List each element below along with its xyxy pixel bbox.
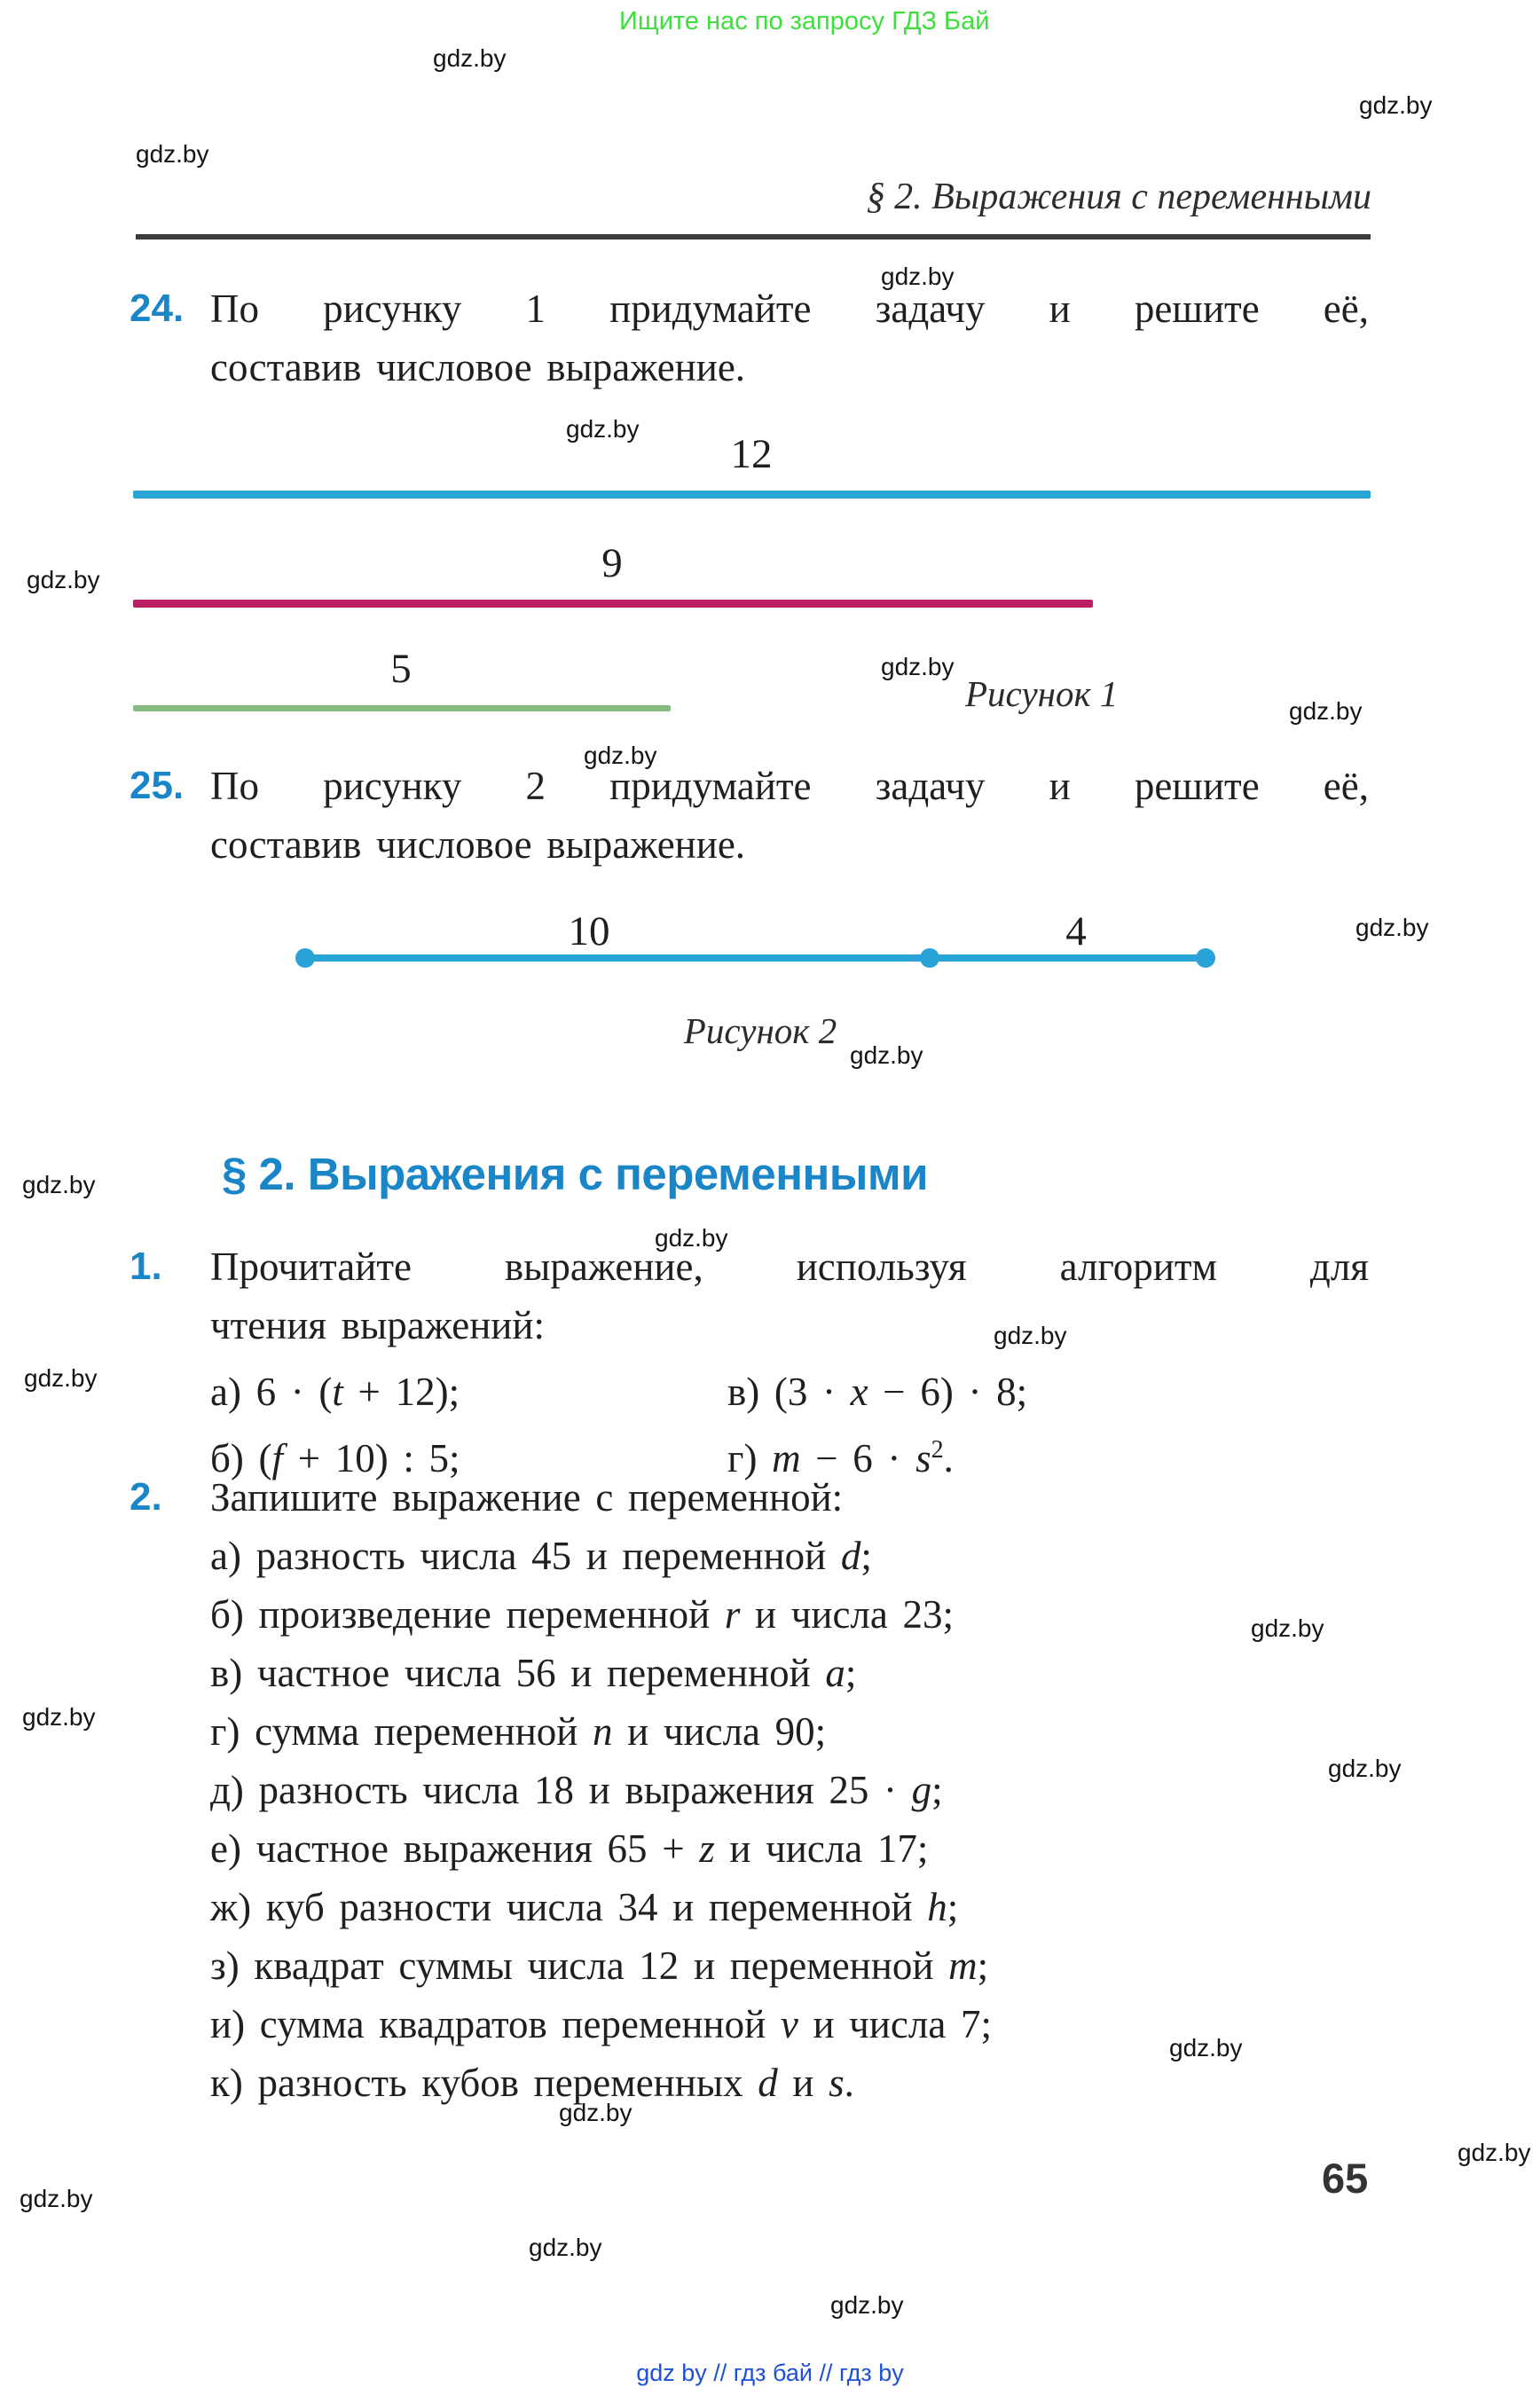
header-rule <box>136 234 1371 240</box>
task-2-item-zh: ж) куб разности числа 34 и переменной h; <box>210 1885 959 1929</box>
task-1-item-v: в) (3 · x − 6) · 8; <box>727 1370 1028 1414</box>
gdz-watermark: gdz.by <box>566 415 640 443</box>
task-2-item-k: к) разность кубов переменных d и s. <box>210 2061 854 2105</box>
task-2-number: 2. <box>130 1475 162 1519</box>
task-2-item-d: д) разность числа 18 и выражения 25 · g; <box>210 1768 943 1812</box>
task-24-line-2: составив числовое выражение. <box>210 345 746 389</box>
task-1-line-2: чтения выражений: <box>210 1303 545 1347</box>
task-1-item-g: г) $m - 6 \cdot s^2$. <box>727 1436 954 1480</box>
gdz-watermark: gdz.by <box>1251 1614 1324 1642</box>
task-2-item-g: г) сумма переменной n и числа 90; <box>210 1709 827 1754</box>
task-1-items-row-1 <box>210 1355 1369 1421</box>
figure2-middle-point <box>920 948 939 968</box>
gdz-watermark: gdz.by <box>1359 91 1433 119</box>
gdz-watermark: gdz.by <box>994 1322 1067 1349</box>
gdz-watermark: gdz.by <box>20 2185 93 2212</box>
task-25-line-2: составив числовое выражение. <box>210 822 746 867</box>
figure1-caption: Рисунок 1 <box>965 673 1119 714</box>
gdz-watermark: gdz.by <box>24 1364 98 1392</box>
gdz-watermark: gdz.by <box>655 1224 728 1252</box>
gdz-watermark: gdz.by <box>1289 697 1363 725</box>
task-2-item-a: а) разность числа 45 и переменной d; <box>210 1534 872 1578</box>
gdz-watermark: gdz.by <box>22 1703 96 1731</box>
gdz-watermark: gdz.by <box>559 2099 632 2126</box>
figure1-segment-9-line <box>133 600 1093 608</box>
gdz-watermark: gdz.by <box>1328 1755 1402 1782</box>
gdz-watermark: gdz.by <box>584 742 657 769</box>
task-1-item-b: б) (f + 10) : 5; <box>210 1436 460 1480</box>
gdz-watermark: gdz.by <box>27 566 100 593</box>
figure2-left-point <box>295 948 315 968</box>
running-header: § 2. Выражения с переменными <box>866 177 1371 217</box>
figure2-right-point <box>1196 948 1215 968</box>
gdz-watermark: gdz.by <box>881 653 955 680</box>
section-heading: § 2. Выражения с переменными <box>222 1149 928 1199</box>
task-2-item-v: в) частное числа 56 и переменной a; <box>210 1651 857 1695</box>
task-2-item-i: и) сумма квадратов переменной v и числа 7; <box>210 2002 992 2046</box>
task-24-line-1: По рисунку 1 придумайте задачу и решите её, <box>210 287 1369 331</box>
gdz-watermark: gdz.by <box>1458 2139 1531 2166</box>
task-2-item-e: е) частное выражения 65 + z и числа 17; <box>210 1826 929 1871</box>
gdz-watermark: gdz.by <box>850 1041 923 1069</box>
task-1-item-a: а) 6 · (t + 12); <box>210 1370 460 1414</box>
figure2-caption: Рисунок 2 <box>683 1010 837 1051</box>
gdz-watermark: gdz.by <box>881 263 955 290</box>
figure1-segment-9-label: 9 <box>601 540 623 586</box>
gdz-watermark: gdz.by <box>529 2234 602 2261</box>
task-24-text <box>210 279 1369 397</box>
task-1-text <box>210 1237 1369 1488</box>
gdz-watermark: gdz.by <box>830 2291 904 2319</box>
figure1-segment-5-label: 5 <box>390 646 412 692</box>
gdz-watermark: gdz.by <box>22 1171 96 1198</box>
footer-links: gdz by // гдз бай // гдз by <box>636 2360 904 2386</box>
task-2-item-b: б) произведение переменной r и числа 23; <box>210 1592 955 1637</box>
task-25-text <box>210 757 1369 874</box>
page-number: 65 <box>1322 2155 1369 2202</box>
promo-banner: Ищите нас по запросу ГДЗ Бай <box>619 7 990 35</box>
task-1-number: 1. <box>130 1245 162 1288</box>
task-25-number: 25. <box>130 764 185 807</box>
figure1-segment-5-line <box>133 705 671 711</box>
figure1-segment-12-label: 12 <box>730 431 773 477</box>
task-25-line-1: По рисунку 2 придумайте задачу и решите её, <box>210 764 1369 808</box>
gdz-watermark: gdz.by <box>136 140 209 168</box>
figure1-segment-12-line <box>133 491 1371 499</box>
figure2-segment-line <box>305 954 1206 962</box>
task-2-item-z: з) квадрат суммы числа 12 и переменной m; <box>210 1944 989 1988</box>
gdz-watermark: gdz.by <box>1169 2034 1243 2061</box>
task-1-line-1: Прочитайте выражение, используя алгоритм для <box>210 1245 1369 1289</box>
task-2-text <box>210 1468 1452 2112</box>
task-2-title: Запишите выражение с переменной: <box>210 1475 844 1520</box>
gdz-watermark: gdz.by <box>1355 914 1429 941</box>
gdz-watermark: gdz.by <box>433 44 507 72</box>
figure2-part-10-label: 10 <box>568 908 610 954</box>
figure2-part-4-label: 4 <box>1065 908 1087 954</box>
task-24-number: 24. <box>130 287 185 330</box>
